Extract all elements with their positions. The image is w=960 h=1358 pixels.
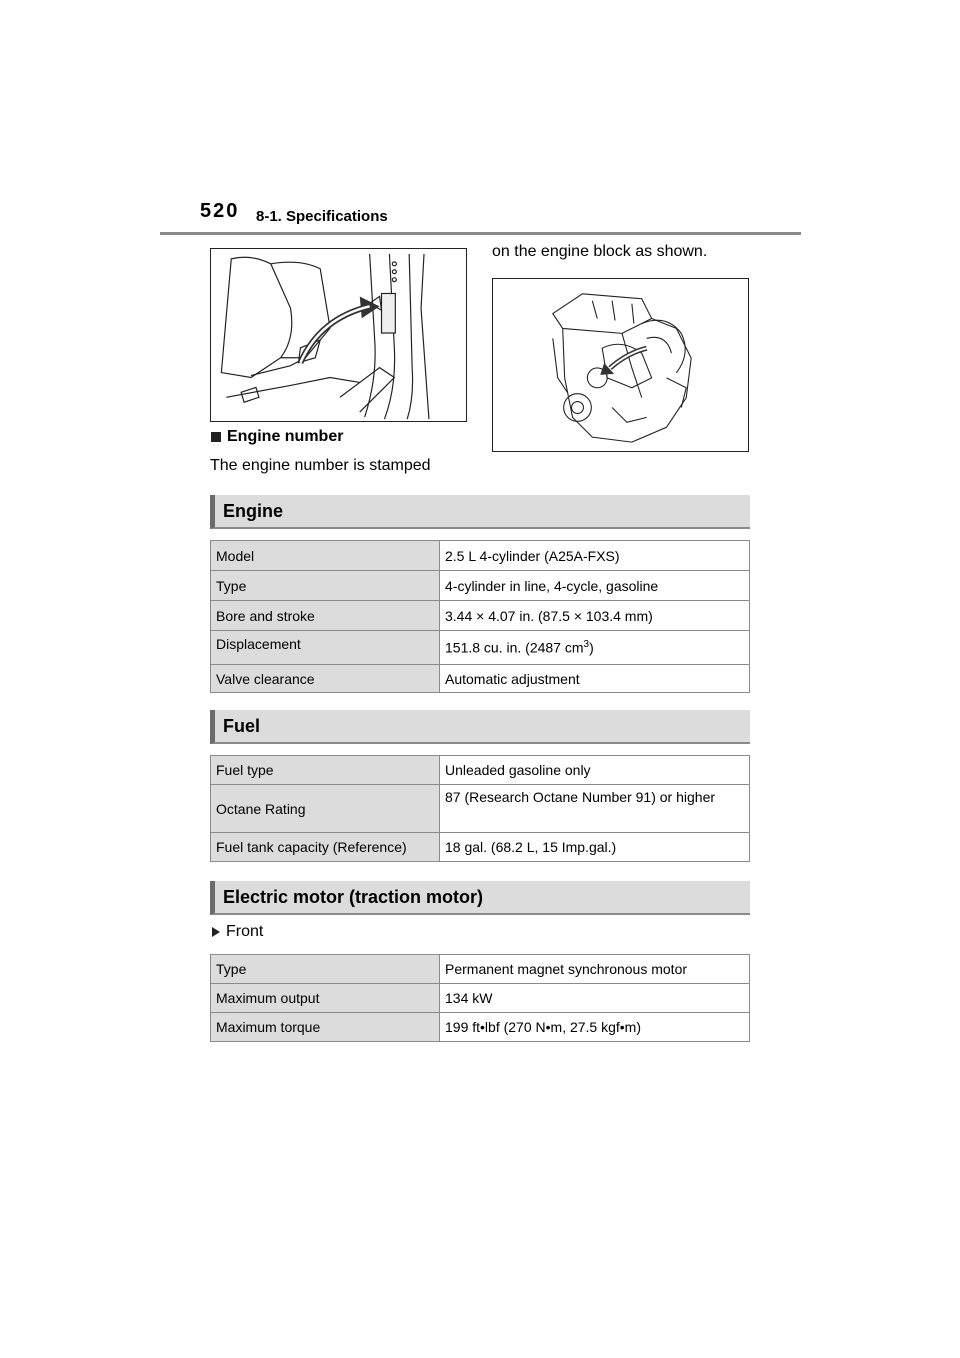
table-row [211, 756, 750, 785]
table-row [211, 955, 750, 984]
spec-value: Unleaded gasoline only [440, 756, 750, 785]
engine-block-illustration [492, 278, 749, 452]
spec-value: 4-cylinder in line, 4-cycle, gasoline [440, 571, 750, 601]
spec-value [440, 631, 750, 665]
square-bullet-icon [211, 432, 221, 442]
engine-block-drawing [493, 279, 748, 451]
spec-value: 87 (Research Octane Number 91) or higher [440, 785, 750, 833]
spec-value: Automatic adjustment [440, 665, 750, 693]
table-row [211, 541, 750, 571]
spec-value: 134 kW [440, 984, 750, 1013]
spec-label: Maximum torque [211, 1013, 440, 1042]
spec-label: Type [211, 955, 440, 984]
displacement-value-end: ) [589, 639, 594, 656]
spec-label: Octane Rating [211, 785, 440, 833]
spec-label: Displacement [211, 631, 440, 665]
table-row [211, 665, 750, 693]
motor-section-heading: Electric motor (traction motor) [210, 881, 750, 915]
spec-label: Model [211, 541, 440, 571]
vehicle-pillar-drawing [211, 249, 466, 421]
page-number: 520 [200, 200, 240, 222]
spec-label: Valve clearance [211, 665, 440, 693]
table-row [211, 631, 750, 665]
spec-value: 18 gal. (68.2 L, 15 Imp.gal.) [440, 833, 750, 862]
triangle-bullet-icon [212, 927, 220, 937]
table-row [211, 601, 750, 631]
engine-number-text: The engine number is stamped [210, 457, 431, 474]
fuel-section-heading: Fuel [210, 710, 750, 744]
front-subheading [212, 923, 263, 941]
motor-spec-table [210, 954, 750, 1042]
spec-label: Fuel tank capacity (Reference) [211, 833, 440, 862]
front-label: Front [226, 923, 264, 940]
engine-spec-table [210, 540, 750, 693]
spec-value: Permanent magnet synchronous motor [440, 955, 750, 984]
engine-number-subheading [211, 428, 343, 446]
spec-label: Fuel type [211, 756, 440, 785]
table-row [211, 1013, 750, 1042]
engine-number-subheading-label: Engine number [227, 428, 344, 445]
engine-section-heading: Engine [210, 495, 750, 529]
table-row [211, 984, 750, 1013]
spec-label: Bore and stroke [211, 601, 440, 631]
displacement-value: 151.8 cu. in. (2487 cm [445, 639, 584, 656]
table-row [211, 833, 750, 862]
spec-value: 199 ft•lbf (270 N•m, 27.5 kgf•m) [440, 1013, 750, 1042]
table-row [211, 571, 750, 601]
header-divider [160, 232, 801, 235]
spec-value: 2.5 L 4-cylinder (A25A-FXS) [440, 541, 750, 571]
spec-label: Type [211, 571, 440, 601]
vehicle-pillar-illustration [210, 248, 467, 422]
engine-number-text-continued: on the engine block as shown. [492, 243, 708, 260]
fuel-spec-table [210, 755, 750, 862]
section-heading: 8-1. Specifications [256, 208, 388, 225]
spec-label: Maximum output [211, 984, 440, 1013]
table-row [211, 785, 750, 833]
displacement-superscript: 3 [583, 639, 590, 651]
spec-value: 3.44 × 4.07 in. (87.5 × 103.4 mm) [440, 601, 750, 631]
